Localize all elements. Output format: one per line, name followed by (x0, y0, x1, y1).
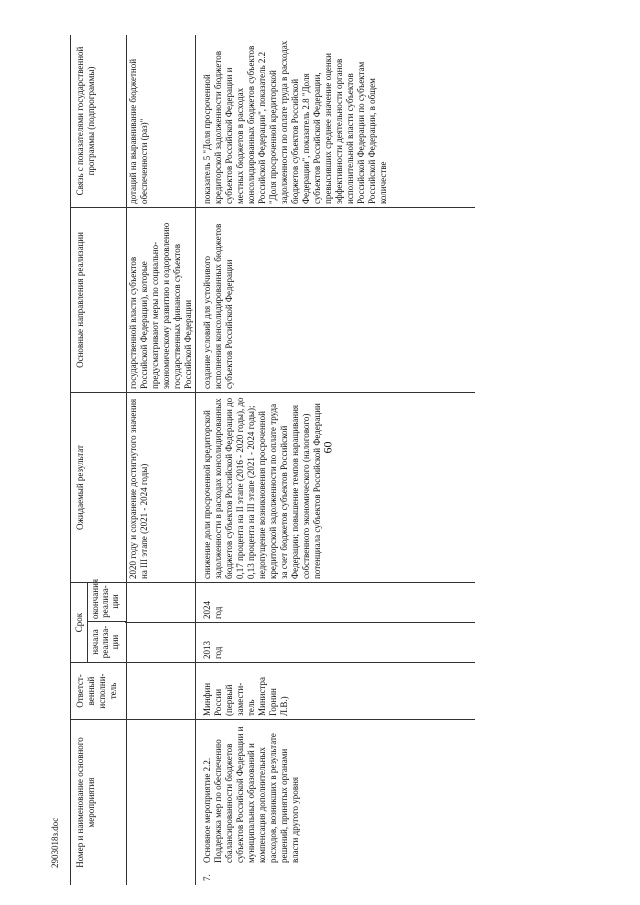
row7-responsible: Минфин России (первый замести-тель Министра Горнин Л.В.) (202, 677, 289, 716)
row7-link-indicators: показатель 5 "Доля просроченной кредиторской задолженности бюджетов субъектов Российской Федерации и местных бюджетов в расходах консолидированных бюджетов субъектов Российской Федерации", показатель 2.2 "Доля просроченной кредиторской задолженности по оплате труда в расходах бюджетов субъектов Российской Федерации", показатель 2.8 "Доля субъектов Российской Федерации, превысивших среднее значение оценки эффективности деятельности органов исполнительной власти субъектов Российской Федерации по субъектам Российской Федерации, в общем количестве (202, 40, 388, 204)
header-link-indicators (71, 35, 126, 208)
header-responsible-text: Ответст-венный исполни-тель (75, 673, 118, 709)
cont-main-directions: государственной власти субъектов Российской Федерации), которые предусматривают меры по социально-экономическому развитию и оздоровлению государственных финансов субъектов Российской Федерации (128, 222, 193, 389)
header-term-start: начала реализа-ции (90, 625, 120, 659)
table-header-row (70, 35, 127, 885)
header-term-sub (87, 578, 126, 662)
row7-name: Основное мероприятие 2.2. Поддержка мер по обеспечению сбалансированности бюджетов субъектов Российской Федерации и муниципальных образований и компенсация дополнительных расходов, возникших в результате решений, принятых органами власти другого уровня (202, 726, 300, 863)
page-number: 60 (320, 441, 335, 454)
footer-doc-code: 2903018з.doc (50, 817, 60, 868)
row7-end: 2024 год (202, 601, 223, 619)
header-expected-result (71, 393, 126, 583)
header-expected-result-text: Ожидаемый результат (75, 445, 85, 530)
header-link-indicators-text: Связь с показателями государственной программы (подпрограммы) (75, 46, 96, 196)
header-term-text: Срок (74, 612, 84, 633)
header-main-directions-text: Основные направления реализации (75, 232, 85, 368)
row7-num: 7. (202, 874, 212, 881)
header-term (71, 578, 126, 663)
cont-expected-result: 2020 году и сохранение достигнутого значения на III этапе (2021 - 2024 годы) (128, 398, 149, 579)
program-table (70, 35, 475, 885)
rotated-table-sheet (70, 35, 475, 885)
table-body (125, 35, 475, 885)
header-responsible (71, 663, 126, 720)
cont-link-indicators: дотаций на выравнивание бюджетной обеспеченности (раз)" (128, 58, 149, 204)
header-main-directions (71, 208, 126, 393)
header-term-end: окончания реализа-ции (88, 582, 126, 622)
row7-expected-result: снижение доли просроченной кредиторской задолженности в расходах консолидированных бюджетов субъектов Российской Федерации до 0,17 процента на II этапе (2016 - 2020 годы), до 0,13 процента на III этапе (2021 - 2024 годы); недопущение возникновения просроченной кредиторской задолженности по оплате труда за счет бюджетов субъектов Российской Федерации; повышение темпов наращивания собственного экономического (налогового) потенциала субъектов Российской Федерации (202, 397, 322, 579)
table-row-7 (195, 35, 475, 885)
row7-main-directions: создание условий для устойчивого исполнения консолидированных бюджетов субъектов Российской Федерации (202, 223, 234, 389)
header-num-name (71, 720, 126, 885)
row7-start: 2013 год (202, 641, 223, 659)
continuation-row (125, 35, 196, 885)
header-num-name-text: Номер и наименование основного мероприятия (75, 737, 96, 868)
